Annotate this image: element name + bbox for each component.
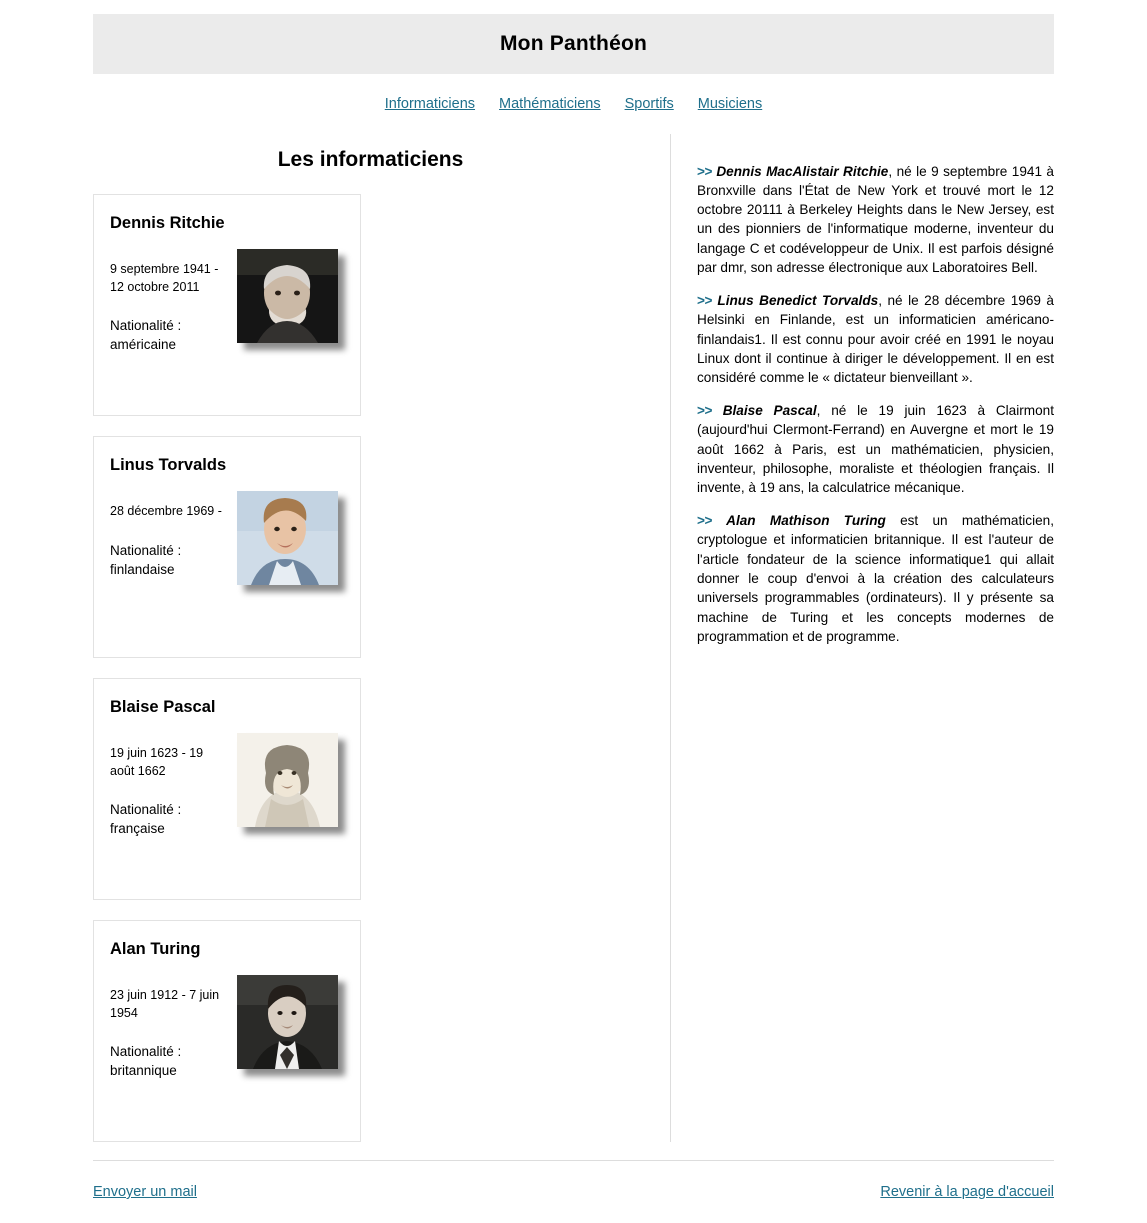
- person-card[interactable]: [93, 194, 361, 416]
- bio-person-name: Alan Mathison Turing: [726, 513, 886, 529]
- person-name: Alan Turing: [110, 940, 201, 958]
- nav-item-mathematiciens[interactable]: Mathématiciens: [499, 96, 601, 112]
- person-nationality: Nationalité : finlandaise: [110, 542, 182, 577]
- person-nationality: Nationalité : américaine: [110, 318, 182, 353]
- nav-item-musiciens[interactable]: Musiciens: [697, 96, 763, 112]
- bio-person-name: Blaise Pascal: [722, 403, 817, 419]
- person-dates: 9 septembre 1941 - 12 octobre 2011: [110, 261, 219, 294]
- bio-marker: >>: [697, 163, 712, 179]
- site-header: [93, 14, 1054, 74]
- portrait-linus-torvalds: [237, 491, 338, 585]
- bio-text: est un mathématicien, cryptologue et informaticien britannique. Il est l'auteur de l'article fondateur de la science informatique1 qui allait donner le coup d'envoi à la création des calculateurs universels programmables (ordinateurs). Il y présente sa machine de Turing et les concepts modernes de programmation et de programme.: [697, 513, 1054, 644]
- bio-marker: >>: [697, 513, 712, 529]
- biography-paragraph: [697, 291, 1054, 387]
- bio-text: , né le 19 juin 1623 à Clairmont (aujourd'hui Clermont-Ferrand) en Auvergne et mort le 19 août 1662 à Paris, est un mathématicien, physicien, inventeur, philosophe, moraliste et théologien français. Il invente, à 19 ans, la calculatrice mécanique.: [697, 403, 1055, 496]
- main-nav: [93, 74, 1054, 134]
- cards-column: [93, 134, 671, 1142]
- biography-paragraph: [697, 511, 1054, 646]
- person-name: Dennis Ritchie: [110, 214, 225, 232]
- bio-text: , né le 28 décembre 1969 à Helsinki en Finlande, est un informaticien américano-finlandais1. Il est connu pour avoir créé en 1991 le noyau Linux dont il continue à diriger le développement. Il en est considéré comme le « dictateur bienveillant ».: [697, 292, 1054, 386]
- portrait-blaise-pascal: [237, 733, 338, 827]
- person-card[interactable]: [93, 436, 361, 658]
- person-name: Blaise Pascal: [110, 698, 216, 716]
- bio-marker: >>: [697, 403, 712, 419]
- person-dates: 23 juin 1912 - 7 juin 1954: [110, 987, 220, 1020]
- person-dates: 28 décembre 1969 -: [110, 503, 222, 518]
- send-mail-link[interactable]: Envoyer un mail: [93, 1184, 197, 1200]
- biography-paragraph: [697, 401, 1054, 497]
- biography-column: [671, 134, 1054, 1142]
- site-footer: [93, 1161, 1054, 1223]
- card-grid: [93, 194, 648, 1142]
- portrait-alan-turing: [237, 975, 338, 1069]
- page-title: Mon Panthéon: [499, 32, 648, 55]
- bio-text: , né le 9 septembre 1941 à Bronxville dans l'État de New York et trouvé mort le 12 octobre 20111 à Berkeley Heights dans le New Jersey, est un des pionniers de l'informatique moderne, inventeur du langage C et codéveloppeur de Unix. Il est parfois désigné par dmr, son adresse électronique aux Laboratoires Bell.: [697, 163, 1054, 276]
- nav-item-informaticiens[interactable]: Informaticiens: [384, 96, 476, 112]
- bio-marker: >>: [697, 292, 712, 308]
- bio-person-name: Linus Benedict Torvalds: [717, 292, 879, 308]
- person-dates: 19 juin 1623 - 19 août 1662: [110, 745, 204, 778]
- person-nationality: Nationalité : britannique: [110, 1044, 182, 1079]
- person-card[interactable]: [93, 920, 361, 1142]
- biography-paragraph: [697, 162, 1054, 278]
- section-title: Les informaticiens: [277, 148, 464, 171]
- content-area: [93, 134, 1054, 1161]
- person-card[interactable]: [93, 678, 361, 900]
- bio-person-name: Dennis MacAlistair Ritchie: [716, 163, 889, 179]
- person-nationality: Nationalité : française: [110, 802, 182, 837]
- back-home-link[interactable]: Revenir à la page d'accueil: [880, 1184, 1054, 1200]
- portrait-dennis-ritchie: [237, 249, 338, 343]
- person-name: Linus Torvalds: [110, 456, 227, 474]
- page-container: [93, 0, 1054, 1223]
- nav-item-sportifs[interactable]: Sportifs: [624, 96, 674, 112]
